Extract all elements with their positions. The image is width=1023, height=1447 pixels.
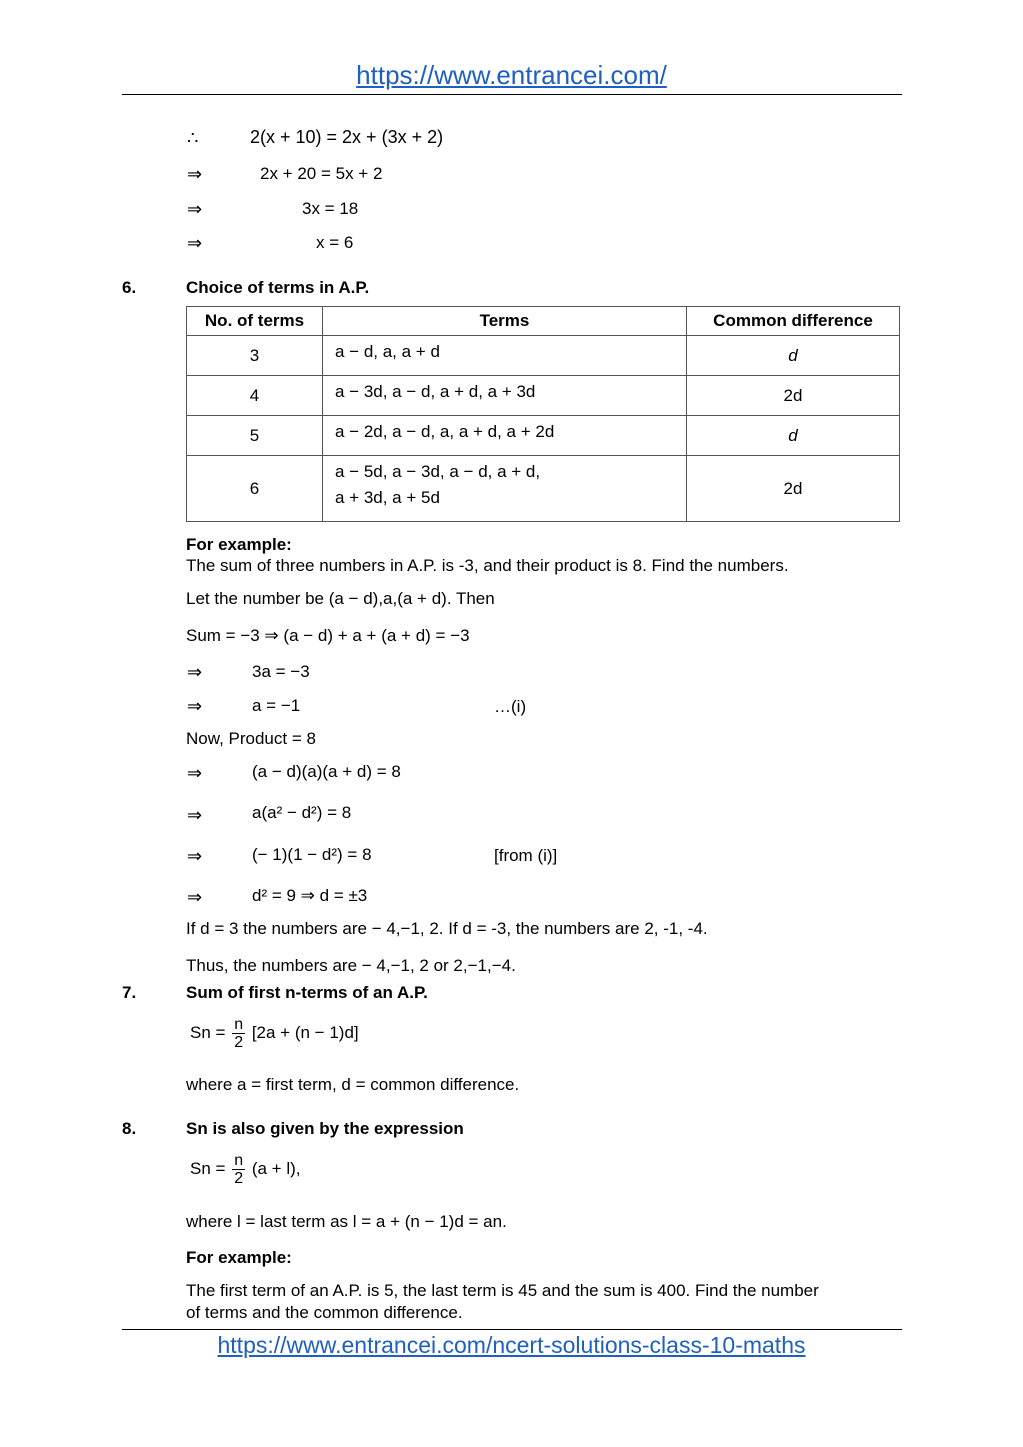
- fraction-numerator: n: [234, 1152, 244, 1169]
- from-i-tag: [from (i)]: [494, 846, 558, 865]
- example-2-text-line-1: The first term of an A.P. is 5, the last term is 45 and the sum is 400. Find the number: [186, 1281, 819, 1300]
- implies-symbol: ⇒: [187, 887, 203, 907]
- table-row: [187, 336, 900, 376]
- section-6-number: 6.: [122, 278, 137, 297]
- implies-symbol: ⇒: [187, 199, 203, 219]
- implies-symbol: ⇒: [187, 662, 203, 682]
- section-8-title: Sn is also given by the expression: [186, 1119, 464, 1138]
- let-line: Let the number be (a − d),a,(a + d). Then: [186, 589, 495, 608]
- table-row: [187, 416, 900, 456]
- sum-formula-2: [190, 1152, 300, 1187]
- now-product-line: Now, Product = 8: [186, 729, 316, 748]
- cell-common-difference: 2d: [687, 376, 900, 416]
- product-step-4: d² = 9 ⇒ d = ±3: [252, 886, 368, 905]
- example-2-text-line-2: of terms and the common difference.: [186, 1303, 463, 1322]
- formula-fraction: [232, 1016, 245, 1051]
- step-line-1: 2(x + 10) = 2x + (3x + 2): [250, 127, 444, 147]
- implies-symbol: ⇒: [187, 846, 203, 866]
- formula-fraction: [232, 1152, 245, 1187]
- step-line-2: 2x + 20 = 5x + 2: [260, 164, 383, 183]
- formula-rhs: [2a + (n − 1)d]: [251, 1022, 359, 1042]
- implies-symbol: ⇒: [187, 805, 203, 825]
- table-row: [187, 376, 900, 416]
- implies-symbol: ⇒: [187, 233, 203, 253]
- formula-lhs: Sn =: [190, 1022, 226, 1042]
- section-6-title: Choice of terms in A.P.: [186, 278, 370, 297]
- cell-terms-line: a + 3d, a + 5d: [335, 488, 440, 507]
- ap-terms-table: [186, 306, 900, 522]
- step-line-3: 3x = 18: [302, 199, 359, 218]
- implies-symbol: ⇒: [187, 164, 203, 184]
- fraction-denominator: 2: [234, 1170, 244, 1187]
- cell-terms-line: a − 5d, a − 3d, a − d, a + d,: [335, 462, 541, 481]
- therefore-symbol: ∴: [187, 128, 199, 148]
- cell-common-difference: d: [687, 416, 900, 456]
- header-terms: Terms: [323, 307, 687, 336]
- equation-tag-i: …(i): [494, 697, 527, 716]
- sum-formula-1: [190, 1016, 359, 1051]
- if-d-line: If d = 3 the numbers are − 4,−1, 2. If d = -3, the numbers are 2, -1, -4.: [186, 919, 708, 938]
- formula-lhs: Sn =: [190, 1158, 226, 1178]
- cell-no-of-terms: 5: [187, 416, 323, 456]
- cell-no-of-terms: 4: [187, 376, 323, 416]
- cell-common-difference: 2d: [687, 456, 900, 522]
- cell-terms: [323, 456, 687, 522]
- implies-symbol: ⇒: [187, 763, 203, 783]
- example-2-label: For example:: [186, 1248, 292, 1267]
- sum-line: Sum = −3 ⇒ (a − d) + a + (a + d) = −3: [186, 626, 470, 645]
- step-a: a = −1: [252, 696, 301, 715]
- footer-rule: [122, 1329, 902, 1330]
- cell-no-of-terms: 3: [187, 336, 323, 376]
- formula-rhs: (a + l),: [251, 1158, 301, 1178]
- example-label: For example:: [186, 535, 292, 554]
- step-line-4: x = 6: [316, 233, 354, 252]
- cell-no-of-terms: 6: [187, 456, 323, 522]
- thus-line: Thus, the numbers are − 4,−1, 2 or 2,−1,−4.: [186, 956, 516, 975]
- cell-common-difference: d: [687, 336, 900, 376]
- section-7-where: where a = first term, d = common difference.: [186, 1075, 520, 1094]
- example-question: The sum of three numbers in A.P. is -3, and their product is 8. Find the numbers.: [186, 556, 789, 575]
- product-step-1: (a − d)(a)(a + d) = 8: [252, 762, 401, 781]
- header-no-of-terms: No. of terms: [187, 307, 323, 336]
- cell-terms: a − 3d, a − d, a + d, a + 3d: [323, 376, 687, 416]
- step-3a: 3a = −3: [252, 662, 310, 681]
- cell-terms: a − 2d, a − d, a, a + d, a + 2d: [323, 416, 687, 456]
- table-row: [187, 456, 900, 522]
- header-link[interactable]: https://www.entrancei.com/: [356, 60, 667, 90]
- header-rule: [122, 94, 902, 95]
- table-header-row: [187, 307, 900, 336]
- fraction-numerator: n: [234, 1016, 244, 1033]
- fraction-denominator: 2: [234, 1034, 244, 1051]
- section-8-number: 8.: [122, 1119, 137, 1138]
- section-8-where: where l = last term as l = a + (n − 1)d = an.: [186, 1212, 507, 1231]
- section-7-title: Sum of first n-terms of an A.P.: [186, 983, 428, 1002]
- product-step-2: a(a² − d²) = 8: [252, 803, 352, 822]
- product-step-3: (− 1)(1 − d²) = 8: [252, 845, 372, 864]
- header-common-difference: Common difference: [687, 307, 900, 336]
- implies-symbol: ⇒: [187, 696, 203, 716]
- section-7-number: 7.: [122, 983, 137, 1002]
- cell-terms: a − d, a, a + d: [323, 336, 687, 376]
- footer-link[interactable]: https://www.entrancei.com/ncert-solutions-class-10-maths: [217, 1332, 806, 1358]
